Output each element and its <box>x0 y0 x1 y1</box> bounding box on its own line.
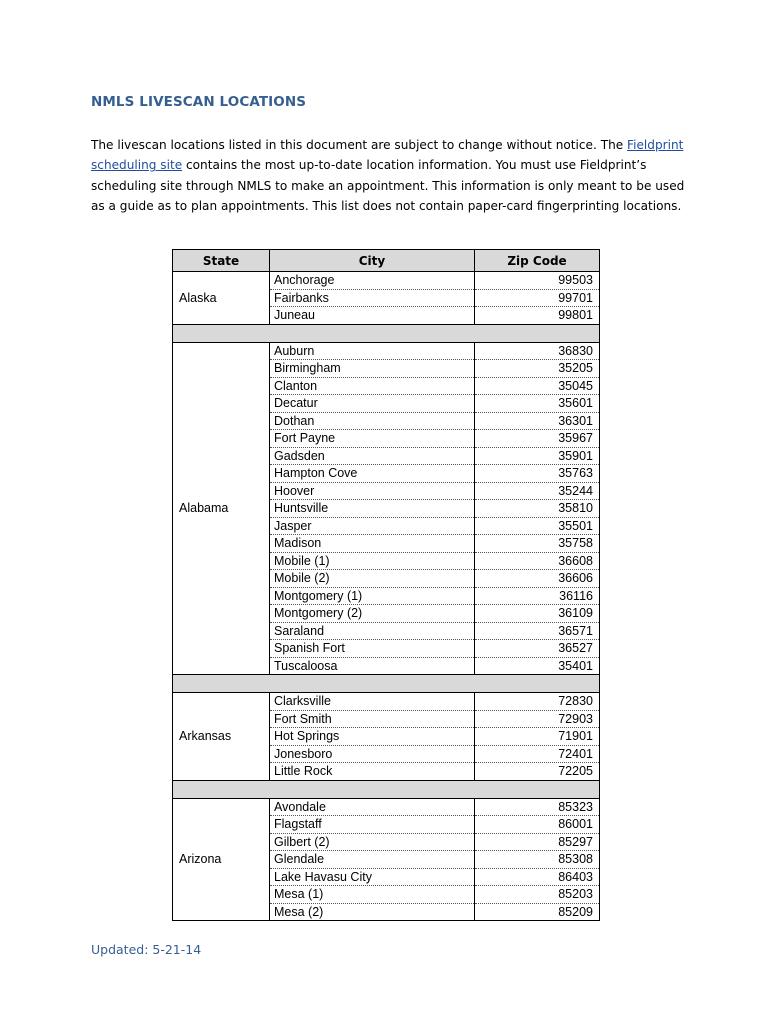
city-cell: Madison <box>270 535 475 553</box>
city-cell: Flagstaff <box>270 816 475 834</box>
zip-column-header: Zip Code <box>475 250 600 272</box>
state-cell: Arkansas <box>173 693 270 781</box>
city-cell: Fairbanks <box>270 289 475 307</box>
table-row <box>173 272 600 290</box>
table-row <box>173 798 600 816</box>
document-title: NMLS LIVESCAN LOCATIONS <box>91 94 307 110</box>
zip-cell: 86001 <box>475 816 600 834</box>
zip-cell: 36527 <box>475 640 600 658</box>
state-cell: Alaska <box>173 272 270 325</box>
city-column-header: City <box>270 250 475 272</box>
zip-cell: 35045 <box>475 377 600 395</box>
zip-cell: 36571 <box>475 622 600 640</box>
zip-cell: 35244 <box>475 482 600 500</box>
zip-cell: 36606 <box>475 570 600 588</box>
group-separator-cell <box>173 324 600 342</box>
city-cell: Little Rock <box>270 763 475 781</box>
city-cell: Clarksville <box>270 693 475 711</box>
zip-cell: 35901 <box>475 447 600 465</box>
group-separator-row <box>173 324 600 342</box>
zip-cell: 35967 <box>475 430 600 448</box>
city-cell: Juneau <box>270 307 475 325</box>
zip-cell: 35205 <box>475 360 600 378</box>
city-cell: Mesa (2) <box>270 903 475 921</box>
updated-date: Updated: 5-21-14 <box>91 942 202 957</box>
zip-cell: 35401 <box>475 657 600 675</box>
city-cell: Hot Springs <box>270 728 475 746</box>
zip-cell: 35810 <box>475 500 600 518</box>
zip-cell: 99801 <box>475 307 600 325</box>
zip-cell: 35763 <box>475 465 600 483</box>
city-cell: Avondale <box>270 798 475 816</box>
city-cell: Montgomery (1) <box>270 587 475 605</box>
intro-paragraph <box>91 135 691 217</box>
city-cell: Fort Smith <box>270 710 475 728</box>
city-cell: Mobile (1) <box>270 552 475 570</box>
state-cell: Arizona <box>173 798 270 921</box>
city-cell: Mesa (1) <box>270 886 475 904</box>
group-separator-cell <box>173 780 600 798</box>
city-cell: Huntsville <box>270 500 475 518</box>
city-cell: Mobile (2) <box>270 570 475 588</box>
city-cell: Tuscaloosa <box>270 657 475 675</box>
zip-cell: 72903 <box>475 710 600 728</box>
city-cell: Lake Havasu City <box>270 868 475 886</box>
city-cell: Anchorage <box>270 272 475 290</box>
city-cell: Gadsden <box>270 447 475 465</box>
table-header-row <box>173 250 600 272</box>
zip-cell: 35601 <box>475 395 600 413</box>
table-row <box>173 693 600 711</box>
city-cell: Spanish Fort <box>270 640 475 658</box>
zip-cell: 36301 <box>475 412 600 430</box>
city-cell: Glendale <box>270 851 475 869</box>
zip-cell: 85209 <box>475 903 600 921</box>
zip-cell: 71901 <box>475 728 600 746</box>
zip-cell: 72205 <box>475 763 600 781</box>
zip-cell: 85203 <box>475 886 600 904</box>
city-cell: Dothan <box>270 412 475 430</box>
zip-cell: 36116 <box>475 587 600 605</box>
city-cell: Birmingham <box>270 360 475 378</box>
zip-cell: 36109 <box>475 605 600 623</box>
city-cell: Gilbert (2) <box>270 833 475 851</box>
city-cell: Hampton Cove <box>270 465 475 483</box>
city-cell: Jonesboro <box>270 745 475 763</box>
city-cell: Auburn <box>270 342 475 360</box>
zip-cell: 86403 <box>475 868 600 886</box>
intro-text-part1: The livescan locations listed in this document are subject to change without notice. The <box>91 138 628 152</box>
zip-cell: 99503 <box>475 272 600 290</box>
city-cell: Decatur <box>270 395 475 413</box>
group-separator-cell <box>173 675 600 693</box>
city-cell: Jasper <box>270 517 475 535</box>
zip-cell: 35501 <box>475 517 600 535</box>
zip-cell: 99701 <box>475 289 600 307</box>
zip-cell: 35758 <box>475 535 600 553</box>
table-row <box>173 342 600 360</box>
city-cell: Saraland <box>270 622 475 640</box>
fieldprint-scheduling-link[interactable]: Fieldprint scheduling site <box>91 138 684 173</box>
zip-cell: 36830 <box>475 342 600 360</box>
zip-cell: 72401 <box>475 745 600 763</box>
group-separator-row <box>173 780 600 798</box>
table-body <box>173 272 600 921</box>
intro-text-part2: contains the most up-to-date location information. You must use Fieldprint’s scheduling site through NMLS to make an appointment. This information is only meant to be used as a guide as to plan appointments. This list does not contain paper-card fingerprinting locations. <box>91 158 685 214</box>
city-cell: Montgomery (2) <box>270 605 475 623</box>
livescan-locations-table <box>172 249 600 921</box>
city-cell: Hoover <box>270 482 475 500</box>
zip-cell: 85323 <box>475 798 600 816</box>
zip-cell: 72830 <box>475 693 600 711</box>
city-cell: Clanton <box>270 377 475 395</box>
zip-cell: 85297 <box>475 833 600 851</box>
zip-cell: 36608 <box>475 552 600 570</box>
city-cell: Fort Payne <box>270 430 475 448</box>
zip-cell: 85308 <box>475 851 600 869</box>
state-cell: Alabama <box>173 342 270 675</box>
group-separator-row <box>173 675 600 693</box>
state-column-header: State <box>173 250 270 272</box>
